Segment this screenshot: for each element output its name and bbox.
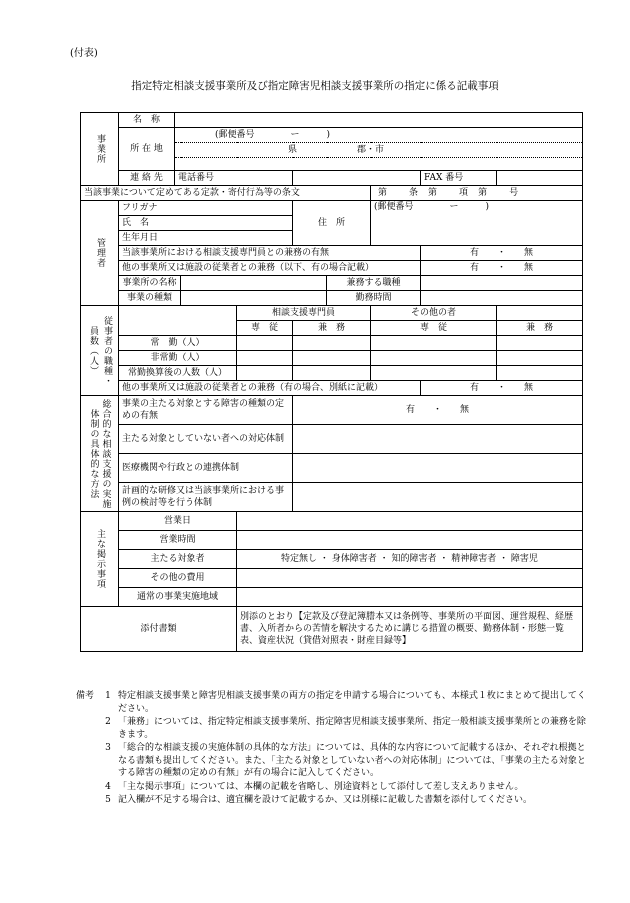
others-header-spacer (497, 306, 583, 321)
non-target-label: 主たる対象としていない者への対応体制 (119, 425, 293, 454)
cell-input[interactable] (371, 351, 497, 366)
cell-input[interactable] (237, 336, 293, 351)
staff-type-label: 従事者の職種・ (102, 315, 112, 386)
concurrent-specialist-choice[interactable] (421, 246, 583, 261)
contact-label: 連 絡 先 (119, 171, 175, 186)
office-name-label: 名 称 (119, 113, 175, 128)
hours-label: 営業時間 (119, 531, 237, 550)
manager-section-label: 管理者 (81, 201, 119, 306)
specialist-parttime-header: 兼 務 (293, 321, 371, 336)
page-title: 指定特定相談支援事業所及び指定障害児相談支援事業所の指定に係る記載事項 (131, 80, 499, 92)
note-item (76, 742, 586, 780)
note-number: 1 (105, 691, 111, 701)
others-parttime-header: 兼 務 (497, 321, 583, 336)
medical-label: 医療機関や行政との連携体制 (119, 454, 293, 483)
job-field[interactable] (421, 276, 583, 291)
office-type-label: 事業の種類 (119, 291, 181, 306)
display-section-label: 主な掲示事項 (81, 512, 119, 607)
no-option[interactable]: 無 (460, 404, 470, 415)
days-label: 営業日 (119, 512, 237, 531)
fees-field[interactable] (237, 569, 583, 588)
staff-count-label: 員数（人） (88, 325, 98, 376)
cell-input[interactable] (293, 351, 371, 366)
registration-form-table (80, 112, 583, 652)
attachments-label: 添付書類 (81, 607, 237, 652)
manager-address-label: 住 所 (293, 201, 371, 246)
pref-label: 県 (288, 144, 298, 155)
note-item (76, 781, 586, 794)
note-item (76, 794, 586, 807)
cell-input[interactable] (497, 351, 583, 366)
target-choice[interactable]: 特定無し ・ 身体障害者 ・ 知的障害者 ・ 精神障害者 ・ 障害児 (237, 550, 583, 569)
articles-label: 当該事業について定めてある定款・寄付行為等の条文 (81, 186, 371, 201)
ko-label: 項 (459, 187, 469, 198)
no-option[interactable]: 無 (524, 247, 534, 258)
fte-label: 常勤換算後の人数（人） (119, 366, 237, 381)
yes-option[interactable]: 有 (469, 247, 479, 258)
staff-concurrent-label: 他の事業所又は施設の従業者との兼務（有の場合、別紙に記載） (119, 381, 421, 396)
area-label: 通常の事業実施地域 (119, 588, 237, 607)
office-type-field[interactable] (181, 291, 327, 306)
phone-field[interactable] (293, 171, 421, 186)
staff-blank-header (119, 306, 237, 336)
furigana-label: フリガナ (119, 201, 293, 216)
hours-field[interactable] (237, 531, 583, 550)
note-text: 「主な掲示事項」については、本欄の記載を省略し、別途資料として添付して差し支えありません。 (118, 781, 524, 792)
separator-dot: ・ (432, 404, 442, 415)
staff-concurrent-choice[interactable] (421, 381, 583, 396)
note-number: 2 (105, 717, 111, 727)
manager-name-label: 氏 名 (119, 216, 293, 231)
concurrent-other-label: 他の事業所又は施設の従業者との兼務（以下、有の場合記載） (119, 261, 421, 276)
office-name-field[interactable] (175, 113, 583, 128)
separator-dot: ・ (496, 247, 506, 258)
dai-3: 第 (478, 187, 488, 198)
note-text: 特定相談支援事業と障害児相談支援事業の両方の指定を申請する場合についても、本様式１枚にまとめて提出してください。 (118, 691, 586, 714)
non-target-field[interactable] (293, 425, 583, 454)
city-label: 郡・市 (357, 144, 385, 155)
work-hours-field[interactable] (421, 291, 583, 306)
concurrent-specialist-label: 当該事業所における相談支援専門員との兼務の有無 (119, 246, 421, 261)
system-section-label: 総合的な相談支援の実施体制の具体的な方法 (81, 396, 119, 512)
fax-label: FAX 番号 (421, 171, 497, 186)
other-office-name-field[interactable] (181, 276, 327, 291)
note-number: 4 (105, 781, 111, 792)
note-item (76, 716, 586, 741)
yes-option[interactable]: 有 (405, 404, 415, 415)
nonregular-label: 非常勤（人） (119, 351, 237, 366)
dai-2: 第 (428, 187, 438, 198)
jo-label: 条 (409, 187, 419, 198)
fax-field[interactable] (497, 171, 583, 186)
note-number: 5 (105, 795, 111, 805)
notes-section (76, 690, 586, 808)
manager-address-field[interactable] (371, 201, 583, 246)
note-text: 記入欄が不足する場合は、適宜欄を設けて記載するか、又は別様に記載した書類を添付してください。 (118, 795, 533, 805)
attachment-label: (付表) (70, 48, 98, 59)
cell-input[interactable] (371, 336, 497, 351)
days-field[interactable] (237, 512, 583, 531)
training-field[interactable] (293, 483, 583, 512)
others-fulltime-header: 専 従 (371, 321, 497, 336)
cell-input[interactable] (293, 366, 371, 381)
specialist-fulltime-header: 専 従 (237, 321, 293, 336)
manager-postal: (郵便番号 ー ) (374, 202, 490, 212)
main-target-choice[interactable] (293, 396, 583, 425)
office-address-line2[interactable] (175, 158, 583, 171)
office-postal-field[interactable]: (郵便番号 ー ) (175, 128, 583, 143)
fees-label: その他の費用 (119, 569, 237, 588)
separator-dot: ・ (496, 382, 506, 393)
concurrent-other-choice[interactable] (421, 261, 583, 276)
cell-input[interactable] (497, 366, 583, 381)
regular-label: 常 勤（人） (119, 336, 237, 351)
main-target-label: 事業の主たる対象とする障害の種類の定めの有無 (119, 396, 293, 425)
no-option[interactable]: 無 (524, 382, 534, 393)
attachments-text: 別添のとおり【定款及び登記簿謄本又は条例等、事業所の平面図、運営規程、経歴書、入所者からの苦情を解決するために講じる措置の概要、勤務体制・形態一覧表、資産状況（貸借対照表・財産目録等】 (237, 607, 583, 652)
birth-label: 生年月日 (119, 231, 293, 246)
go-label: 号 (509, 187, 519, 198)
target-label: 主たる対象者 (119, 550, 237, 569)
separator-dot: ・ (496, 262, 506, 273)
office-location-label: 所 在 地 (119, 128, 175, 171)
job-label: 兼務する職種 (327, 276, 421, 291)
yes-option[interactable]: 有 (469, 382, 479, 393)
note-text: 「兼務」については、指定特定相談支援事業所、指定障害児相談支援事業所、指定一般相談支援事業所との兼務を除きます。 (118, 717, 586, 740)
cell-input[interactable] (237, 366, 293, 381)
phone-label: 電話番号 (175, 171, 293, 186)
no-option[interactable]: 無 (524, 262, 534, 273)
note-text: 「総合的な相談支援の実施体制の具体的な方法」については、具体的な内容について記載するほか、それぞれ根拠となる書類も提出してください。また、「主たる対象としていない者への対応体制」については、「事業の主たる対象とする障害の種類の定めの有無」が有の場合に記入してください。 (118, 743, 586, 778)
dai-1: 第 (378, 187, 388, 198)
notes-heading: 備考 (76, 691, 95, 701)
others-header: その他の者 (371, 306, 497, 321)
cell-input[interactable] (497, 336, 583, 351)
note-number: 3 (105, 743, 111, 753)
area-field[interactable] (237, 588, 583, 607)
medical-field[interactable] (293, 454, 583, 483)
other-office-name-label: 事業所の名称 (119, 276, 181, 291)
note-item (76, 690, 586, 715)
office-address-field[interactable] (175, 143, 583, 158)
work-hours-label: 勤務時間 (327, 291, 421, 306)
cell-input[interactable] (371, 366, 497, 381)
cell-input[interactable] (293, 336, 371, 351)
articles-field[interactable] (371, 186, 583, 201)
office-section-label: 事業所 (81, 113, 119, 186)
yes-option[interactable]: 有 (469, 262, 479, 273)
training-label: 計画的な研修又は当該事業所における事例の検討等を行う体制 (119, 483, 293, 512)
cell-input[interactable] (237, 351, 293, 366)
specialist-header: 相談支援専門員 (237, 306, 371, 321)
